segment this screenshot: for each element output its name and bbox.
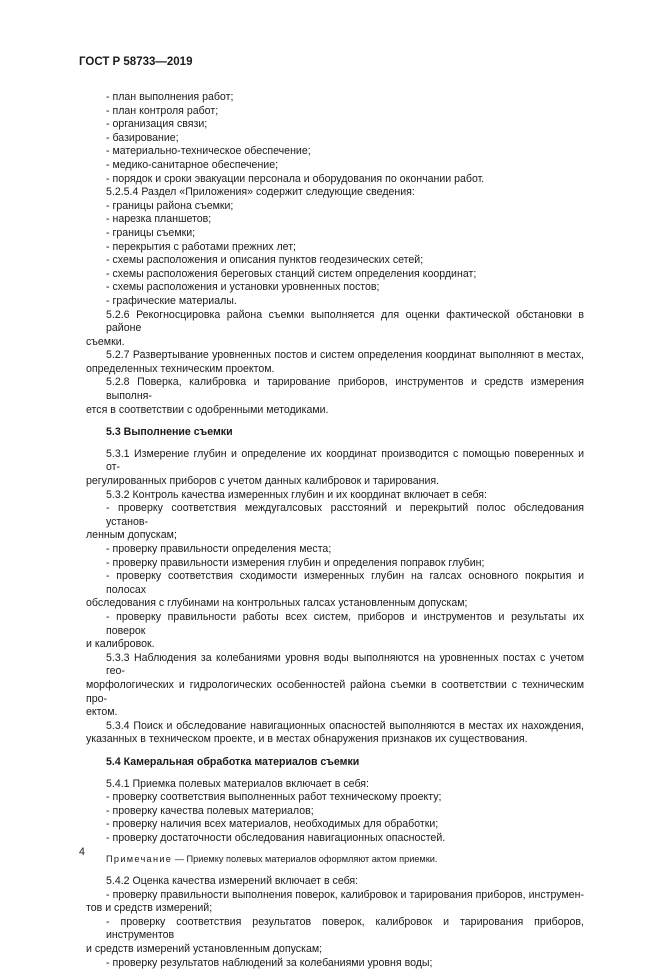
paragraph-5-2-7-cont: определенных техническим проектом. (86, 362, 275, 375)
list-item: - проверку соответствия результатов поверок, калибровок и тарирования приборов, инструментов (106, 915, 584, 942)
list-item: - проверку правильности работы всех систем, приборов и инструментов и результаты их поверок (106, 610, 584, 637)
paragraph-5-3-4: 5.3.4 Поиск и обследование навигационных опасностей выполняются в местах их нахождения, (106, 719, 584, 732)
list-item: - порядок и сроки эвакуации персонала и оборудования по окончании работ. (106, 172, 485, 185)
list-item: - проверку правильности определения места; (106, 543, 332, 555)
list-item: - проверку правильности выполнения поверок, калибровок и тарирования приборов, инструмен- (106, 888, 584, 901)
list-item: - проверку достаточности обследования навигационных опасностей. (106, 831, 446, 844)
section-heading-5-3: 5.3 Выполнение съемки (106, 426, 233, 439)
list-item-cont: тов и средств измерений; (86, 902, 213, 915)
paragraph-5-2-7: 5.2.7 Развертывание уровненных постов и систем определения координат выполняют в местах, (106, 349, 584, 362)
paragraph-5-2-5-4: 5.2.5.4 Раздел «Приложения» содержит следующие сведения: (106, 186, 415, 199)
list-item: - перекрытия с работами прежних лет; (106, 240, 297, 253)
list-item: - проверку качества полевых материалов; (106, 804, 314, 817)
paragraph-5-2-8: 5.2.8 Поверка, калибровка и тарирование приборов, инструментов и средств измерения выполня- (106, 376, 584, 403)
document-body (86, 91, 584, 970)
list-item: - медико-санитарное обеспечение; (106, 158, 279, 171)
list-item: - план выполнения работ; (106, 91, 234, 103)
note-label: Примечание (106, 854, 173, 865)
list-item: - план контроля работ; (106, 104, 219, 117)
note (86, 853, 584, 867)
page-number: 4 (79, 846, 85, 858)
paragraph-5-3-1-cont: регулированных приборов с учетом данных калибровок и тарирования. (86, 475, 440, 488)
list-item: - схемы расположения и установки уровненных постов; (106, 281, 380, 294)
list-item: - схемы расположения и описания пунктов геодезических сетей; (106, 254, 424, 267)
paragraph-5-3-3-cont: морфологических и гидрологических особенностей района съемки в соответствии с техническим про- (86, 678, 584, 705)
paragraph-5-3-4-cont: указанных в техническом проекте, и в местах обнаружения признаков их существования. (86, 733, 528, 746)
list-item-cont: обследования с глубинами на контрольных галсах установленным допускам; (86, 597, 468, 610)
list-item: - схемы расположения береговых станций систем определения координат; (106, 267, 477, 280)
list-item: - графические материалы. (106, 294, 237, 307)
list-item: - границы района съемки; (106, 199, 234, 212)
note-text: — Приемку полевых материалов оформляют актом приемки. (172, 854, 438, 865)
list-item-cont: ленным допускам; (86, 529, 177, 542)
paragraph-5-3-3-cont: ектом. (86, 706, 118, 719)
list-item: - материально-техническое обеспечение; (106, 145, 311, 158)
list-item: - проверку результатов наблюдений за колебаниями уровня воды; (106, 956, 433, 969)
list-item: - проверку правильности измерения глубин и определения поправок глубин; (106, 556, 485, 569)
paragraph-5-4-1: 5.4.1 Приемка полевых материалов включает в себя: (106, 777, 369, 790)
list-item: - базирование; (106, 131, 179, 144)
list-item: - границы съемки; (106, 226, 196, 239)
list-item: - проверку соответствия выполненных работ техническому проекту; (106, 791, 442, 804)
list-item-cont: и средств измерений установленным допускам; (86, 943, 323, 956)
list-item: - проверку соответствия сходимости измеренных глубин на галсах основного покрытия и полосах (106, 570, 584, 596)
list-item: - проверку соответствия междугалсовых расстояний и перекрытий полос обследования установ- (106, 502, 584, 528)
paragraph-5-4-2: 5.4.2 Оценка качества измерений включает в себя: (106, 875, 359, 888)
document-header: ГОСТ Р 58733—2019 (79, 56, 193, 68)
paragraph-5-2-6: 5.2.6 Рекогносцировка района съемки выполняется для оценки фактической обстановки в районе (106, 308, 584, 335)
list-item: - организация связи; (106, 118, 208, 131)
paragraph-5-3-2: 5.3.2 Контроль качества измеренных глубин и их координат включает в себя: (106, 488, 487, 501)
list-item-cont: и калибровок. (86, 638, 155, 651)
section-heading-5-4: 5.4 Камеральная обработка материалов съемки (106, 755, 360, 768)
paragraph-5-2-8-cont: ется в соответствии с одобренными методиками. (86, 403, 329, 416)
paragraph-5-2-6-cont: съемки. (86, 335, 125, 348)
paragraph-5-3-1: 5.3.1 Измерение глубин и определение их координат производится с помощью поверенных и от- (106, 447, 584, 474)
list-item: - проверку наличия всех материалов, необходимых для обработки; (106, 818, 439, 831)
paragraph-5-3-3: 5.3.3 Наблюдения за колебаниями уровня воды выполняются на уровненных постах с учетом гео- (106, 651, 584, 678)
list-item: - нарезка планшетов; (106, 213, 212, 226)
